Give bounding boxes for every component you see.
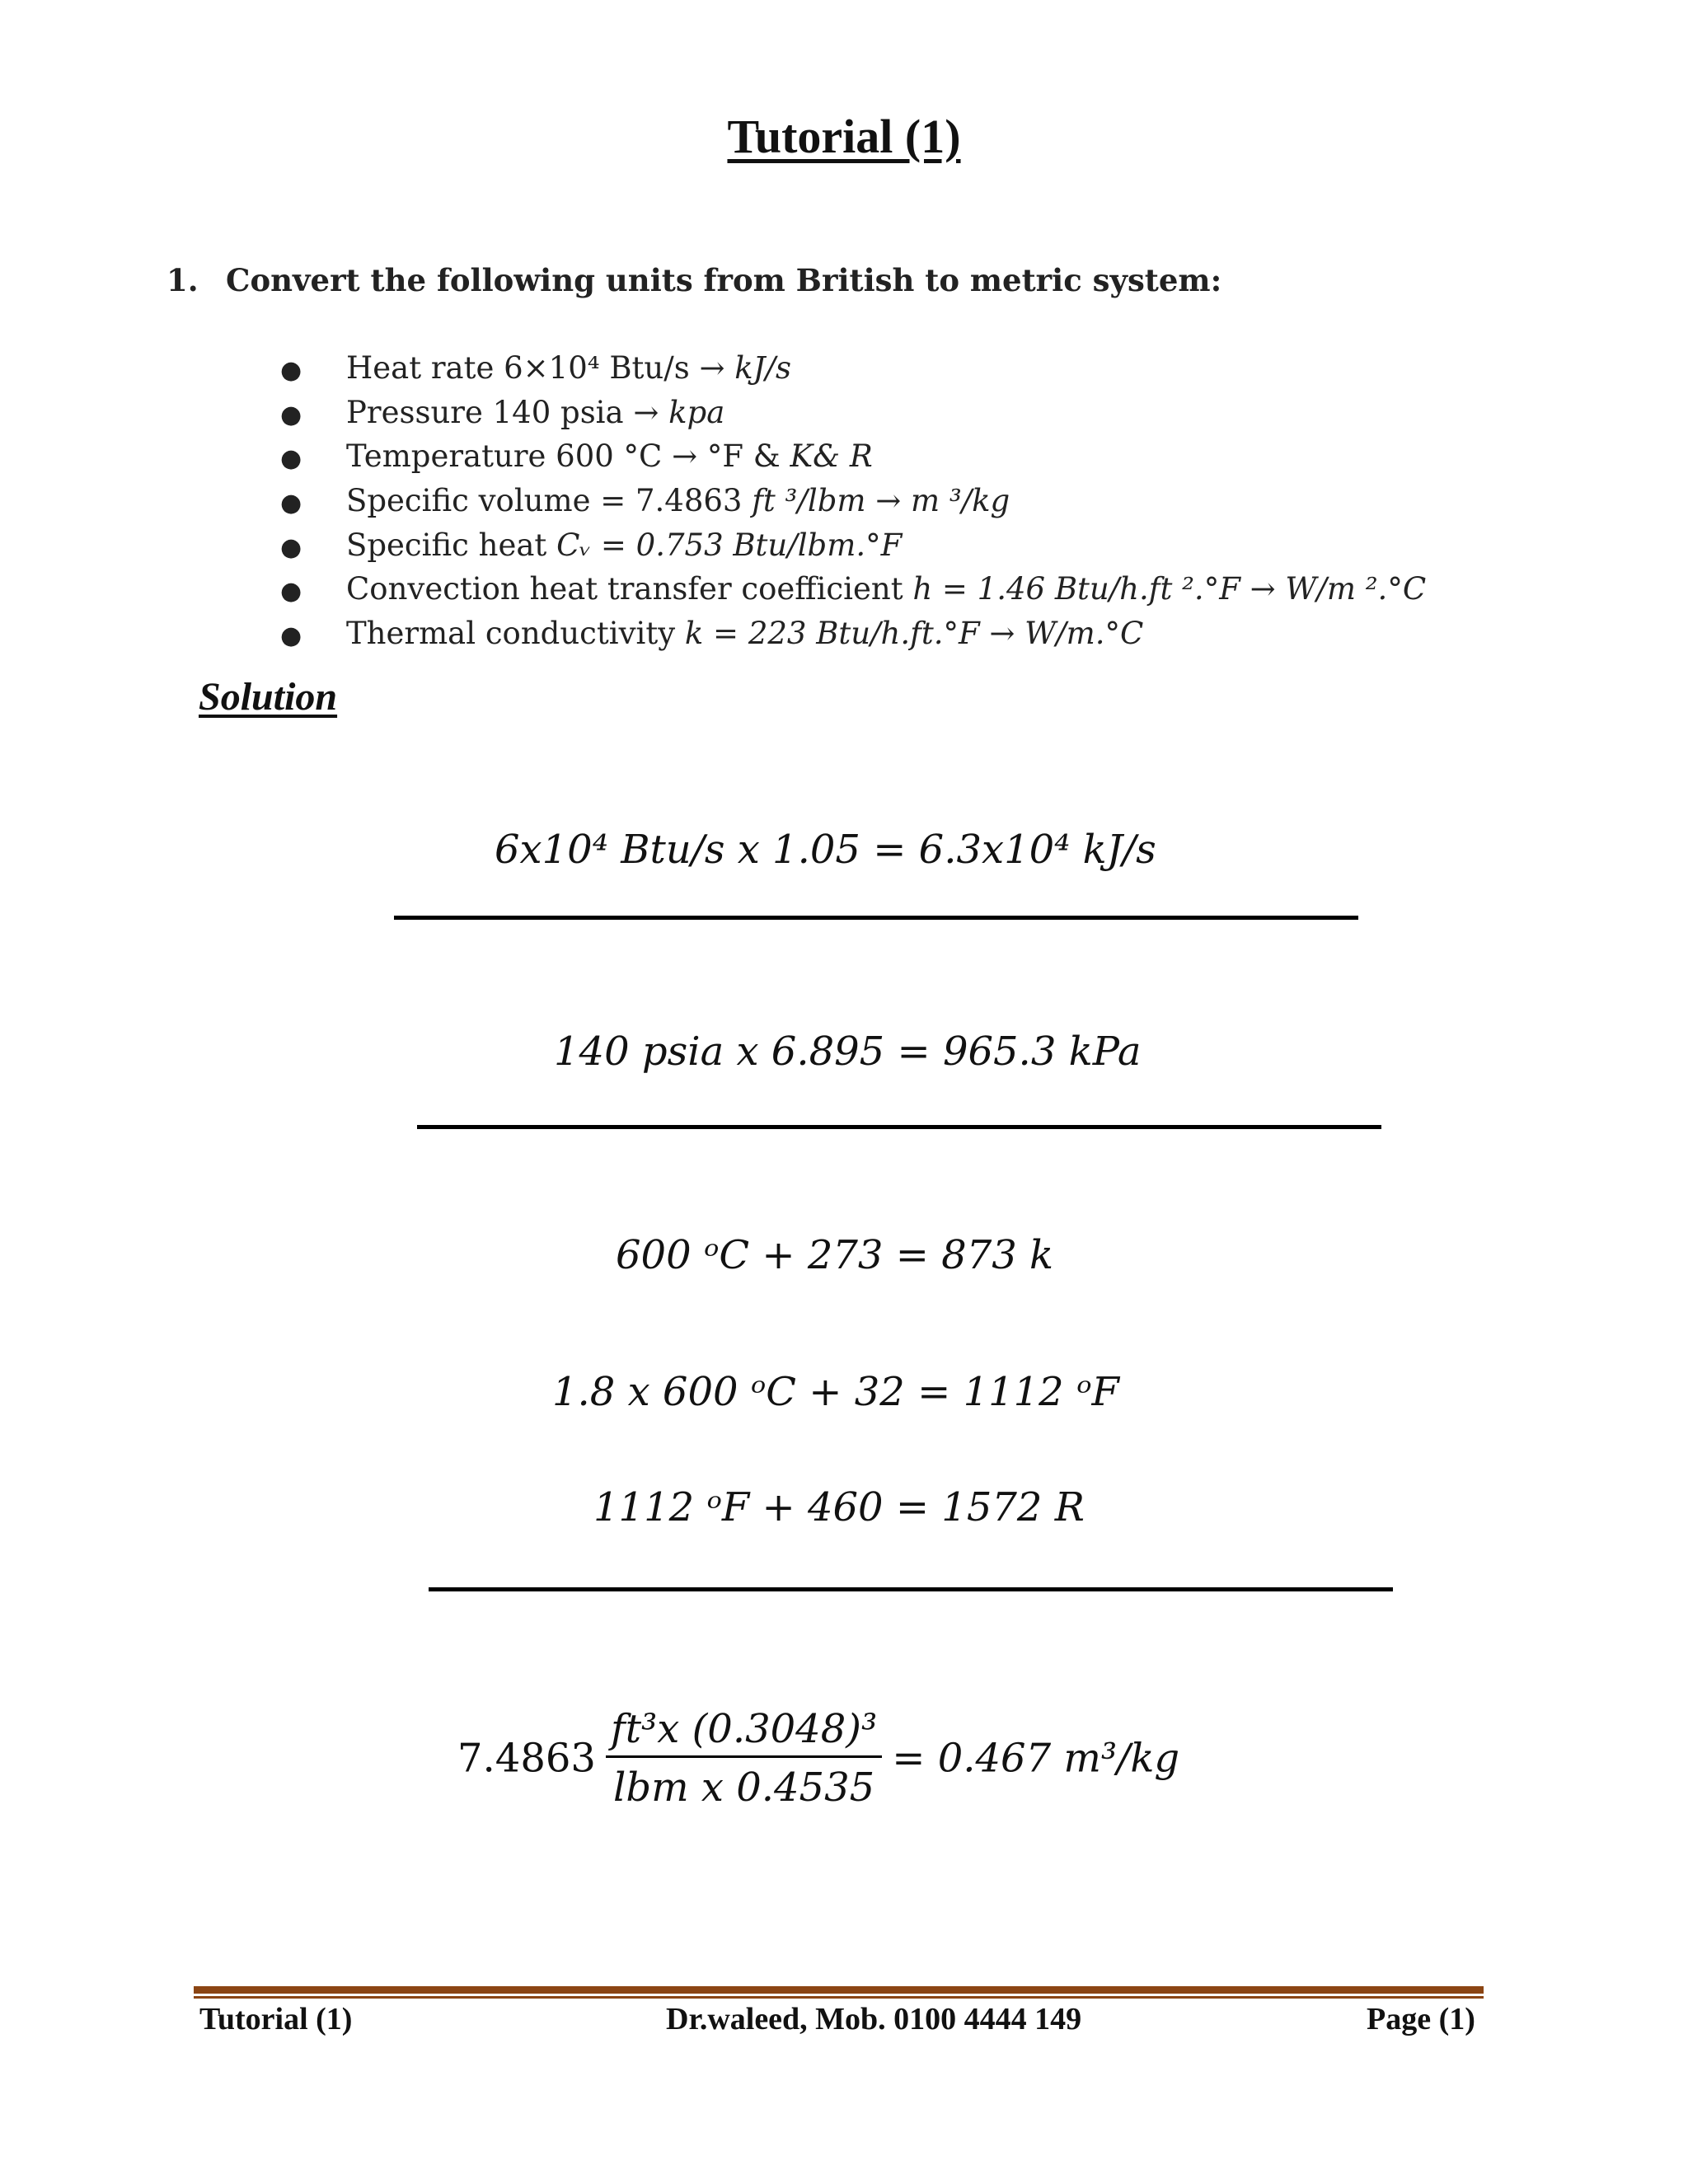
list-item: ● Specific heat Cᵥ = 0.753 Btu/lbm.°F: [280, 523, 1426, 568]
footer-rule-thin: [194, 1996, 1484, 1999]
question-number: 1.: [166, 262, 199, 298]
bullet-icon: ●: [280, 621, 302, 651]
bullet-icon: ●: [280, 444, 302, 474]
bullet-icon: ●: [280, 489, 302, 518]
bullet-icon: ●: [280, 577, 302, 607]
solution-heading: Solution: [199, 675, 338, 719]
list-item: ● Temperature 600 °C → °F & K& R: [280, 434, 1426, 479]
page-title: Tutorial (1): [727, 110, 961, 163]
equation-fahrenheit: 1.8 x 600 ᵒC + 32 = 1112 ᵒF: [552, 1369, 1119, 1415]
equation-rankine: 1112 ᵒF + 460 = 1572 R: [593, 1484, 1085, 1530]
list-item: ● Thermal conductivity k = 223 Btu/h.ft.°F → W/m.°C: [280, 612, 1426, 656]
conversion-list: [280, 346, 1426, 656]
list-item: ● Pressure 140 psia → kpa: [280, 391, 1426, 435]
equation-heat-rate: 6x10⁴ Btu/s x 1.05 = 6.3x10⁴ kJ/s: [495, 827, 1156, 873]
footer-center: Dr.waleed, Mob. 0100 4444 149: [666, 2002, 1082, 2036]
footer-left: Tutorial (1): [199, 2002, 353, 2036]
list-item: ● Heat rate 6×10⁴ Btu/s → kJ/s: [280, 346, 1426, 391]
divider: [429, 1587, 1393, 1591]
fraction: $\frac{\text{ft³x (0.3048)³}}{\text{lbm x 0.4535}}$: [606, 1706, 882, 1811]
list-item: ● Specific volume = 7.4863 ft ³/lbm → m ³/kg: [280, 479, 1426, 523]
question-text: Convert the following units from British to metric system:: [226, 262, 1222, 298]
question-1: [166, 262, 1221, 298]
footer-rule: [194, 1986, 1484, 1994]
bullet-icon: ●: [280, 532, 302, 562]
equation-pressure: 140 psia x 6.895 = 965.3 kPa: [554, 1029, 1142, 1075]
equation-kelvin: 600 ᵒC + 273 = 873 k: [616, 1232, 1054, 1278]
bullet-icon: ●: [280, 400, 302, 429]
equation-specific-volume: 7.4863 $\frac{\text{ft³x (0.3048)³}}{\text{lbm x 0.4535}}$ = 0.467 m³/kg: [457, 1706, 1180, 1811]
divider: [417, 1125, 1381, 1129]
divider: [394, 916, 1358, 920]
footer-page-number: Page (1): [1367, 2002, 1475, 2036]
list-item: ● Convection heat transfer coefficient h = 1.46 Btu/h.ft ².°F → W/m ².°C: [280, 567, 1426, 612]
bullet-icon: ●: [280, 356, 302, 385]
